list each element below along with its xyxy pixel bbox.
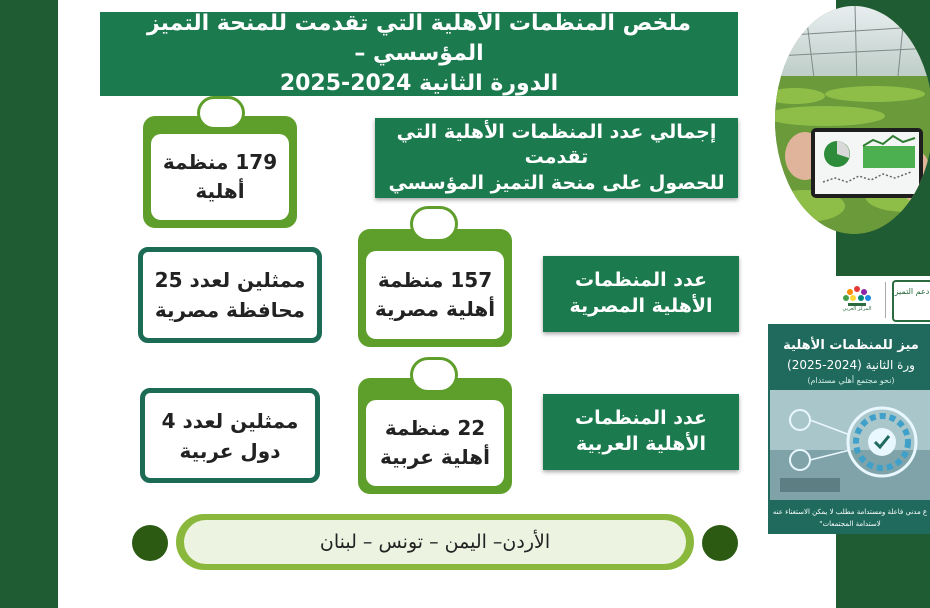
total-count-card-inner	[151, 134, 289, 220]
governorates-line-2: محافظة مصرية	[154, 298, 306, 322]
arab-countries-line-1: ممثلين لعدد 4	[161, 408, 299, 433]
egyptian-label-box	[543, 256, 739, 332]
arab-label-line-2: الأهلية العربية	[575, 433, 707, 455]
egyptian-label-line-1: عدد المنظمات	[575, 269, 707, 292]
bullet-dot-right	[702, 525, 738, 561]
arab-label-line-1: عدد المنظمات	[575, 407, 707, 430]
arab-count-unit: أهلية عربية	[379, 445, 491, 469]
governorates-line-1: ممثلين لعدد 25	[154, 268, 306, 292]
arab-count-card	[358, 378, 512, 494]
brochure-subtitle: ورة الثانية (2024-2025)	[787, 358, 915, 372]
program-brochure-thumbnail	[768, 324, 930, 534]
countries-bar	[176, 514, 694, 570]
title-banner	[100, 12, 738, 96]
flower-logo-icon	[840, 283, 874, 307]
total-label-box	[375, 118, 738, 198]
brochure-title: ميز للمنظمات الأهلية	[783, 338, 919, 353]
arab-center-logo-caption: المركز العربي	[842, 306, 872, 312]
title-line-2: الدورة الثانية 2024-2025	[279, 70, 559, 96]
total-count-card	[143, 116, 297, 228]
countries-text: الأردن– اليمن – تونس – لبنان	[184, 520, 686, 564]
egyptian-count-value: 157 منظمة	[377, 268, 493, 292]
bullet-dot-left	[132, 525, 168, 561]
arab-countries-line-2: دول عربية	[179, 438, 281, 463]
total-count-value: 179 منظمة	[162, 150, 278, 174]
total-label-line-1: إجمالي عدد المنظمات الأهلية التي تقدمت	[396, 120, 717, 169]
brochure-footer-line-2: لاستدامة المجتمعات"	[819, 520, 881, 528]
arab-label-box	[543, 394, 739, 470]
egyptian-label-line-2: الأهلية المصرية	[569, 295, 713, 317]
logo-divider	[885, 282, 886, 318]
egyptian-card-tab	[410, 206, 458, 242]
left-frame-strip	[0, 0, 58, 608]
total-label-line-2: للحصول على منحة التميز المؤسسي	[388, 171, 725, 194]
title-line-1: ملخص المنظمات الأهلية التي تقدمت للمنحة التميز المؤسسي –	[146, 11, 692, 67]
arab-card-tab	[410, 357, 458, 393]
greenhouse-tablet-photo	[775, 6, 930, 234]
brochure-note: (نحو مجتمع أهلي مستدام)	[807, 376, 895, 385]
greenhouse-photo-illustration	[775, 6, 930, 234]
egyptian-count-unit: أهلية مصرية	[374, 297, 496, 321]
egyptian-count-card	[358, 229, 512, 347]
brochure-gear-image	[770, 390, 930, 500]
governorates-card	[138, 247, 322, 343]
total-card-tab	[197, 96, 245, 130]
arab-count-value: 22 منظمة	[384, 416, 486, 440]
total-count-unit: أهلية	[195, 179, 245, 203]
support-excellence-logo: دعم التميز	[892, 280, 930, 322]
arab-countries-card	[140, 388, 320, 483]
arab-count-card-inner	[366, 400, 504, 486]
egyptian-count-card-inner	[366, 251, 504, 339]
brochure-footer-line-1: ع مدني فاعلة ومستدامة مطلب لا يمكن الاستغناء عنه	[772, 508, 928, 516]
